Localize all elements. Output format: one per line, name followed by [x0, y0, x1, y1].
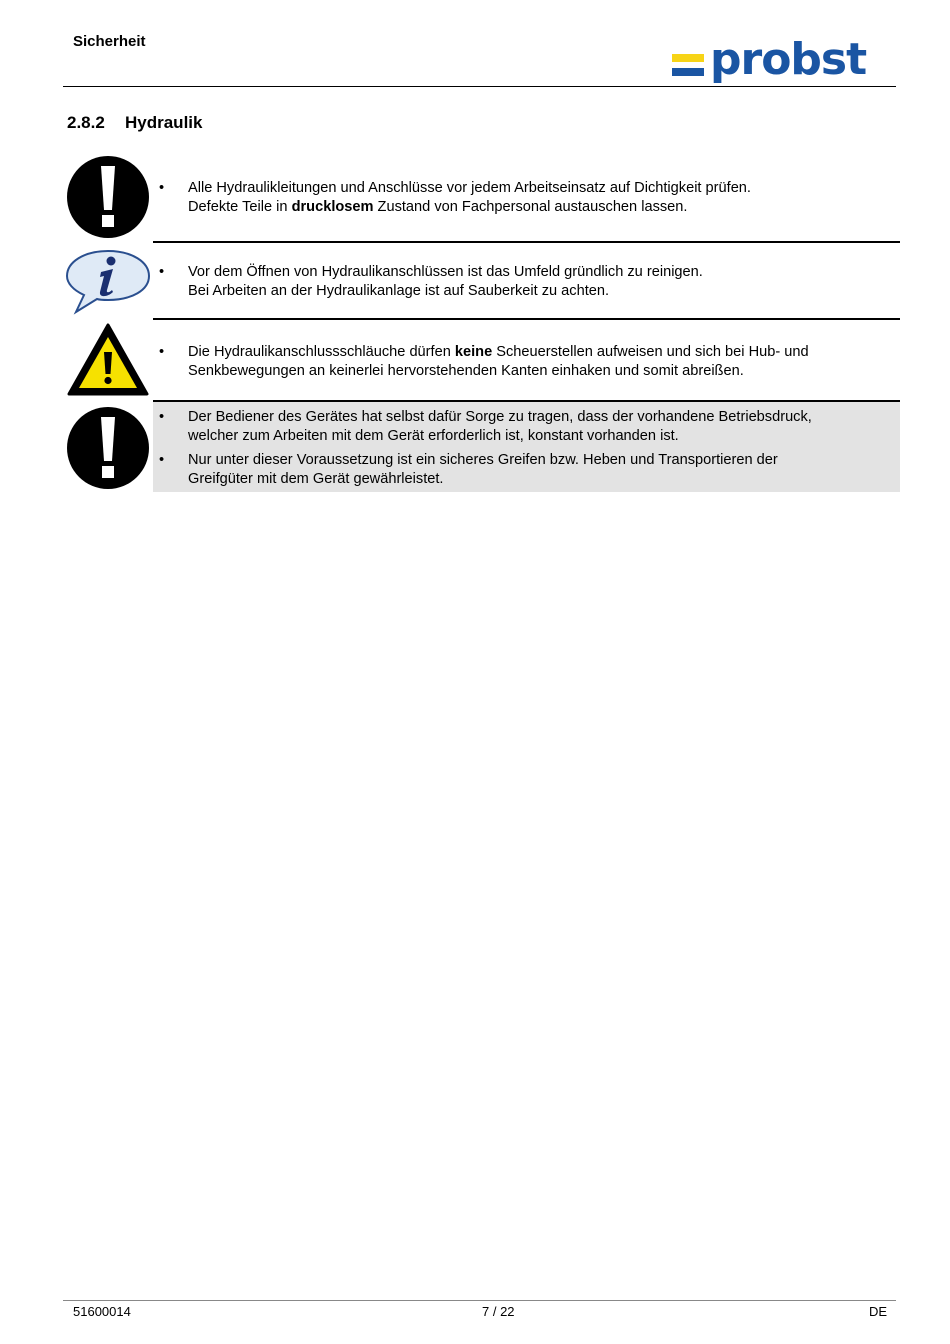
probst-logo: [672, 34, 892, 86]
text-span: Vor dem Öffnen von Hydraulikanschlüssen ist das Umfeld gründlich zu reinigen.: [188, 264, 703, 280]
block-2-text: [153, 263, 900, 301]
header-section-label: Sicherheit: [73, 33, 146, 50]
text-span: Scheuerstellen aufweisen und sich bei Hub- und: [492, 344, 809, 360]
bullet-line: [188, 451, 900, 470]
logo-text: probst: [710, 34, 867, 85]
bullet-item: [153, 343, 900, 381]
row-divider: [153, 318, 900, 320]
section-title: Hydraulik: [125, 113, 203, 132]
text-span: Senkbewegungen an keinerlei hervorstehenden Kanten einhaken und somit abreißen.: [188, 363, 744, 379]
bullet-line: [188, 343, 900, 362]
block-1-text: [153, 179, 900, 217]
bullet-line: [188, 263, 900, 282]
bullet-line: [188, 408, 900, 427]
block-4-text: [153, 402, 900, 492]
footer-language: DE: [869, 1304, 888, 1319]
exclamation-icon: [66, 155, 150, 239]
exclamation-icon: [66, 406, 150, 490]
bullet-line: [188, 179, 900, 198]
emphasis-text: keine: [454, 344, 493, 360]
text-span: Greifgüter mit dem Gerät gewährleistet.: [188, 471, 444, 487]
text-span: Nur unter dieser Voraussetzung ist ein sicheres Greifen bzw. Heben und Transportieren der: [188, 452, 778, 468]
section-number: 2.8.2: [67, 113, 105, 132]
warning-icon: [66, 322, 150, 398]
text-span: welcher zum Arbeiten mit dem Gerät erforderlich ist, konstant vorhanden ist.: [188, 428, 679, 444]
bullet-item: [153, 179, 900, 217]
block-3-text: [153, 343, 900, 381]
bullet-item: [153, 451, 900, 489]
info-icon: [64, 248, 152, 316]
text-span: Bei Arbeiten an der Hydraulikanlage ist auf Sauberkeit zu achten.: [188, 283, 610, 299]
bullet-line: [188, 282, 900, 301]
text-span: Alle Hydraulikleitungen und Anschlüsse vor jedem Arbeitseinsatz auf Dichtigkeit prüfen.: [188, 180, 751, 196]
footer-doc-number: 51600014: [73, 1304, 131, 1319]
text-span: Zustand von Fachpersonal austauschen lassen.: [373, 199, 688, 215]
footer-divider: [63, 1300, 896, 1301]
emphasis-text: drucklosem: [291, 199, 374, 215]
row-divider: [153, 241, 900, 243]
bullet-item: [153, 263, 900, 301]
logo-bars-icon: [672, 54, 704, 76]
bullet-line: [188, 470, 900, 489]
bullet-item: [153, 408, 900, 446]
text-span: Defekte Teile in: [188, 199, 292, 215]
bullet-line: [188, 362, 900, 381]
header-divider: [63, 86, 896, 87]
bullet-line: [188, 198, 900, 217]
footer-page-number: 7 / 22: [482, 1304, 515, 1319]
text-span: Die Hydraulikanschlussschläuche dürfen: [188, 344, 455, 360]
text-span: Der Bediener des Gerätes hat selbst dafür Sorge zu tragen, dass der vorhandene Betriebsdruck,: [188, 409, 812, 425]
bullet-line: [188, 427, 900, 446]
